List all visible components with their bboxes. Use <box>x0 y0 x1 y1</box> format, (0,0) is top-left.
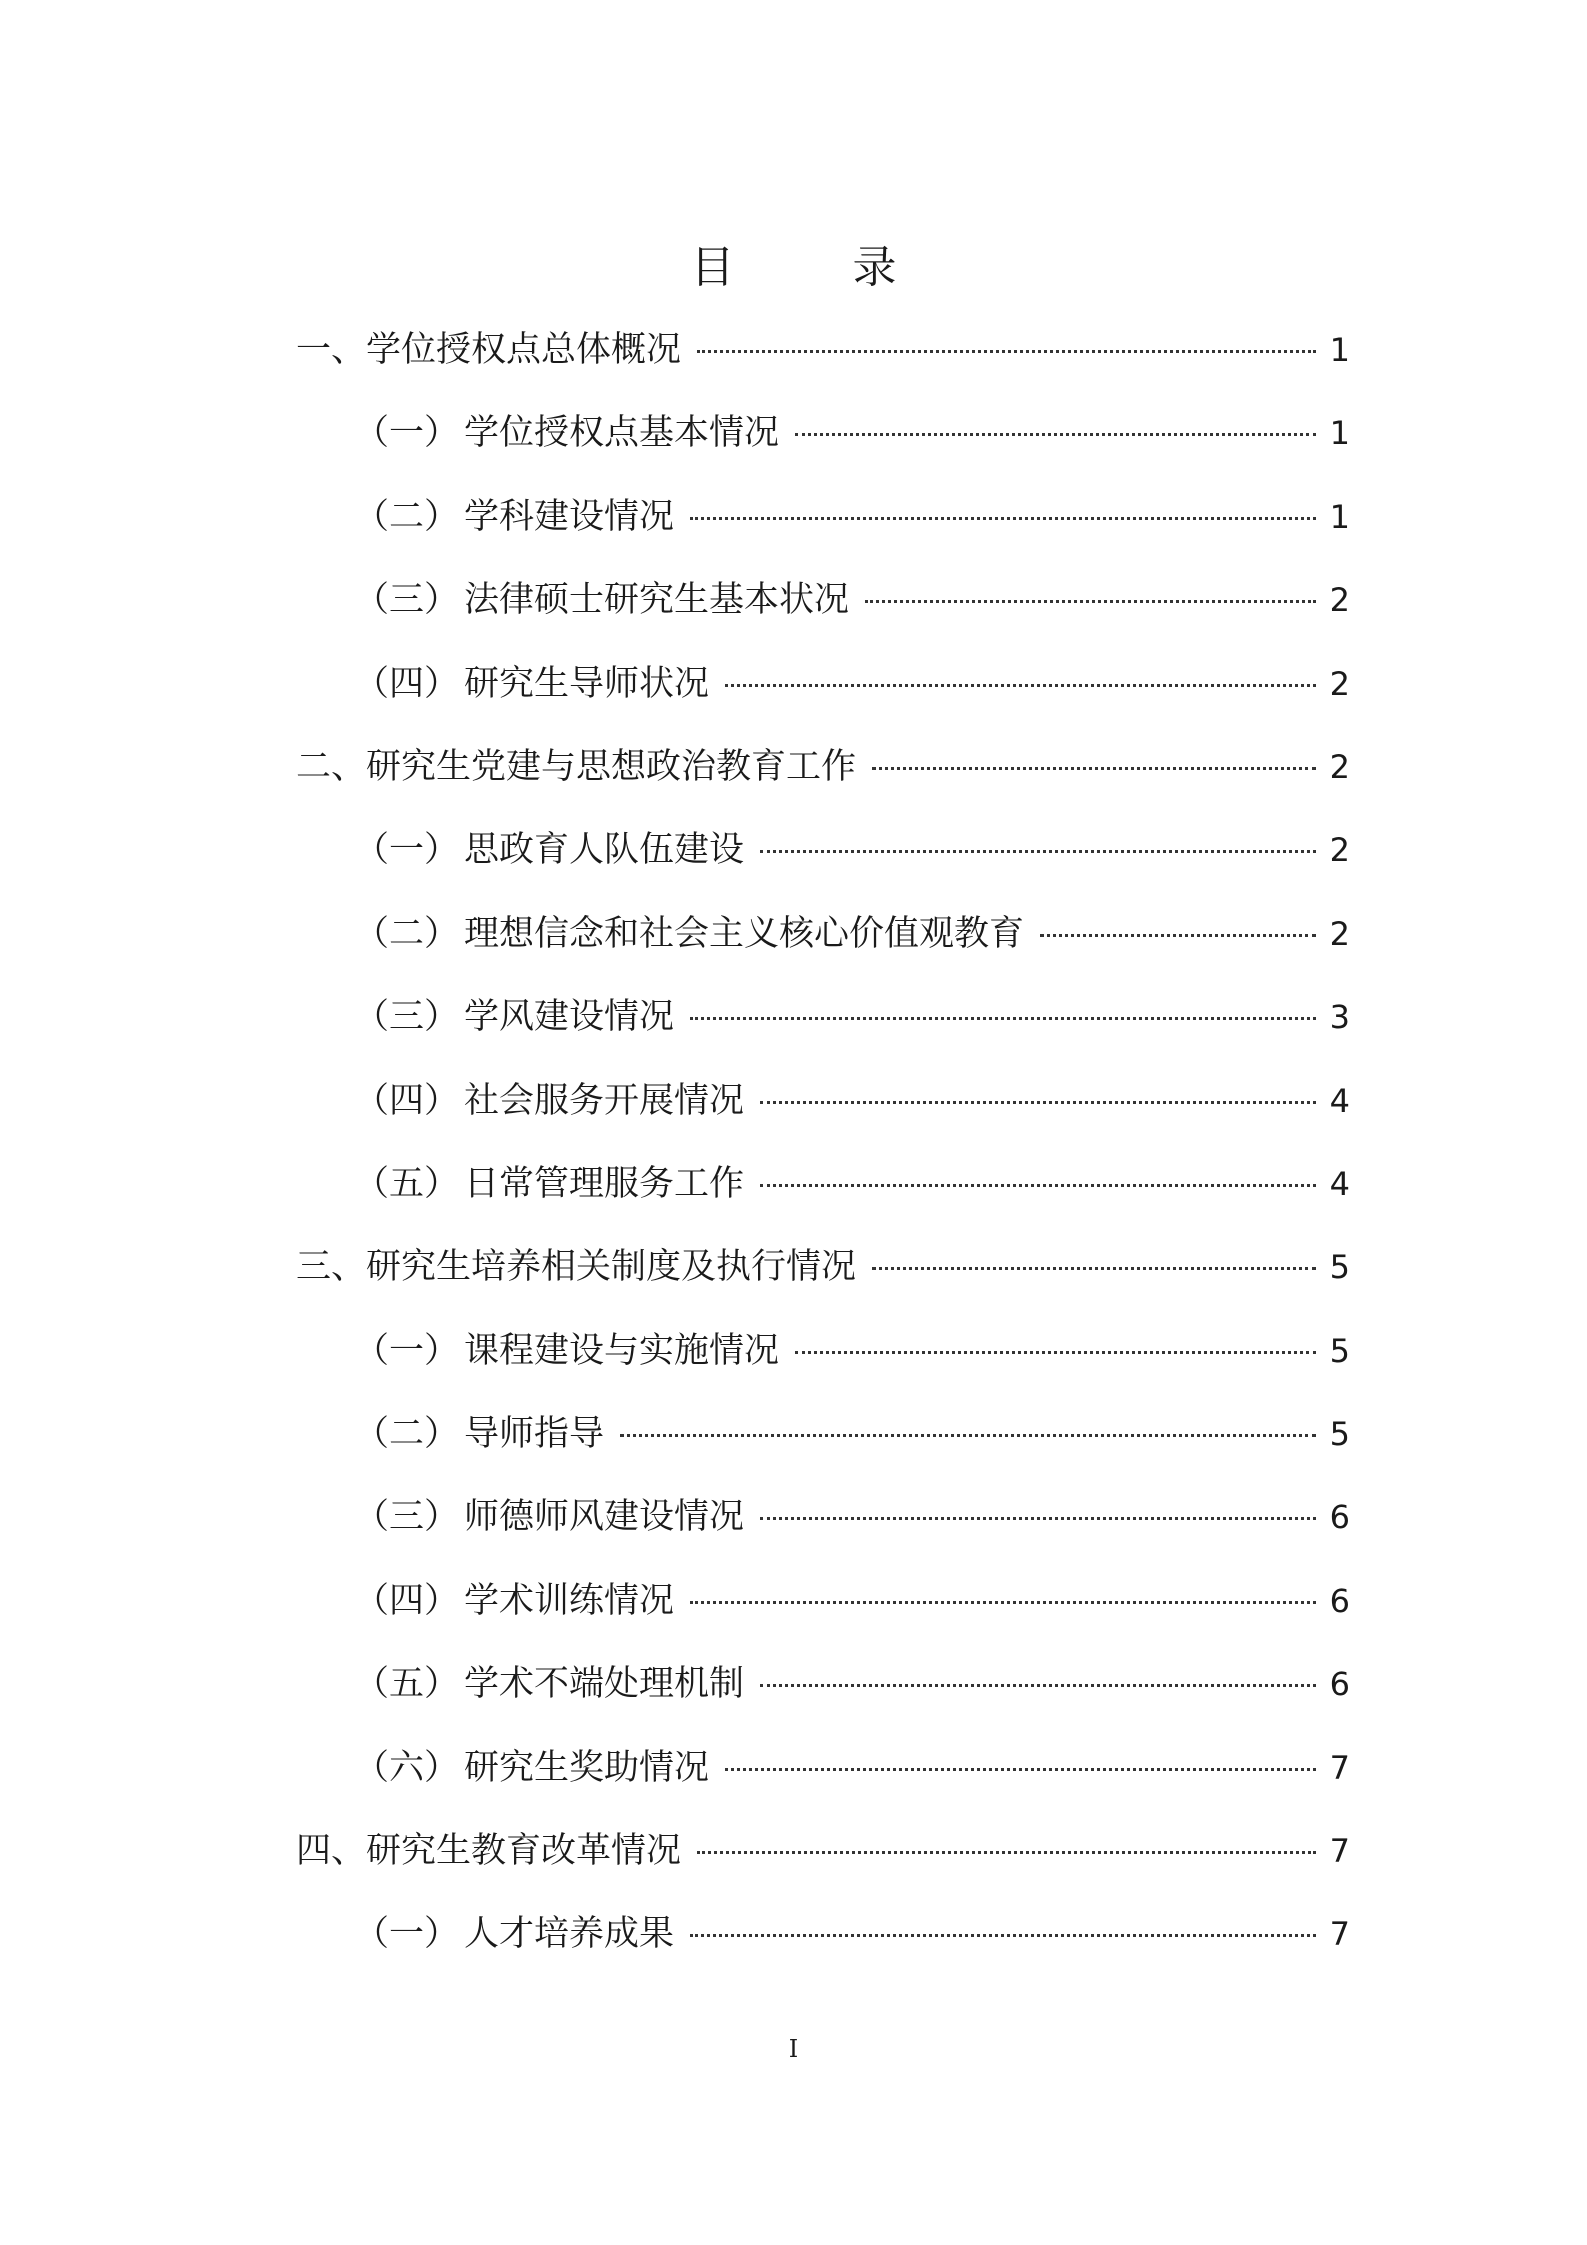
toc-entry-label <box>296 1571 674 1631</box>
dot-leader <box>760 1184 1316 1187</box>
dot-leader <box>690 1017 1316 1020</box>
dot-leader <box>690 1934 1316 1937</box>
toc-section-entry[interactable] <box>296 320 1350 403</box>
toc-entry-number: （三） <box>354 997 460 1038</box>
toc-entry-title: 师德师风建设情况 <box>464 1497 745 1538</box>
toc-subsection-entry[interactable] <box>296 1321 1350 1404</box>
toc-entry-page-number: 2 <box>1329 664 1350 703</box>
toc-subsection-entry[interactable] <box>296 987 1350 1070</box>
toc-entry-page-number: 3 <box>1329 998 1350 1037</box>
table-of-contents <box>296 320 1350 1988</box>
toc-entry-page-number: 1 <box>1329 331 1350 369</box>
toc-subsection-entry[interactable] <box>296 654 1350 737</box>
toc-entry-title: 社会服务开展情况 <box>464 1080 745 1121</box>
toc-entry-title: 人才培养成果 <box>464 1914 675 1955</box>
toc-entry-label <box>296 987 674 1047</box>
toc-entry-label <box>296 654 709 714</box>
toc-entry-label <box>296 904 1024 964</box>
toc-section-entry[interactable] <box>296 737 1350 820</box>
dot-leader <box>690 1601 1316 1604</box>
dot-leader <box>760 1517 1316 1520</box>
toc-entry-page-number: 4 <box>1329 1164 1350 1203</box>
toc-entry-title: 研究生导师状况 <box>464 663 710 704</box>
toc-subsection-entry[interactable] <box>296 1654 1350 1737</box>
toc-entry-label <box>296 1738 709 1798</box>
toc-subsection-entry[interactable] <box>296 403 1350 486</box>
toc-entry-title: 学风建设情况 <box>464 997 675 1038</box>
toc-subsection-entry[interactable] <box>296 487 1350 570</box>
toc-subsection-entry[interactable] <box>296 570 1350 653</box>
toc-subsection-entry[interactable] <box>296 1154 1350 1237</box>
toc-entry-title: 学位授权点总体概况 <box>366 330 682 370</box>
dot-leader <box>760 1101 1316 1104</box>
toc-entry-page-number: 1 <box>1329 497 1350 536</box>
toc-entry-label <box>296 1404 604 1464</box>
toc-section-entry[interactable] <box>296 1237 1350 1320</box>
toc-entry-page-number: 6 <box>1329 1665 1350 1704</box>
toc-entry-title: 理想信念和社会主义核心价值观教育 <box>464 913 1025 954</box>
toc-entry-page-number: 6 <box>1329 1581 1350 1620</box>
toc-subsection-entry[interactable] <box>296 820 1350 903</box>
toc-entry-number: （三） <box>354 1497 460 1538</box>
dot-leader <box>690 517 1316 520</box>
dot-leader <box>697 1851 1316 1854</box>
dot-leader <box>872 767 1316 770</box>
toc-entry-label <box>296 1237 856 1297</box>
toc-entry-label <box>296 737 856 797</box>
toc-entry-label <box>296 820 744 880</box>
dot-leader <box>725 684 1316 687</box>
toc-entry-title: 研究生党建与思想政治教育工作 <box>366 746 857 787</box>
toc-entry-title: 研究生奖助情况 <box>464 1747 710 1788</box>
toc-entry-label <box>296 1821 681 1881</box>
page-number: I <box>788 2035 799 2063</box>
toc-entry-label <box>296 1321 779 1381</box>
toc-entry-label <box>296 570 849 630</box>
toc-entry-title: 学术不端处理机制 <box>464 1664 745 1705</box>
toc-entry-number: （二） <box>354 1414 460 1455</box>
toc-entry-number: （四） <box>354 663 460 704</box>
toc-entry-title: 思政育人队伍建设 <box>464 830 745 871</box>
toc-entry-page-number: 2 <box>1329 831 1350 870</box>
toc-subsection-entry[interactable] <box>296 1404 1350 1487</box>
toc-entry-title: 研究生教育改革情况 <box>366 1831 682 1872</box>
toc-entry-number: 二、 <box>296 746 367 787</box>
toc-entry-page-number: 2 <box>1329 581 1350 620</box>
dot-leader <box>760 1684 1316 1687</box>
dot-leader <box>620 1434 1316 1437</box>
toc-entry-label <box>296 320 681 380</box>
toc-subsection-entry[interactable] <box>296 1487 1350 1570</box>
toc-entry-title: 法律硕士研究生基本状况 <box>464 580 850 621</box>
toc-entry-page-number: 7 <box>1329 1748 1350 1787</box>
toc-entry-number: （四） <box>354 1080 460 1121</box>
toc-entry-page-number: 2 <box>1329 914 1350 953</box>
toc-subsection-entry[interactable] <box>296 1904 1350 1987</box>
toc-entry-label <box>296 487 674 547</box>
dot-leader <box>865 600 1316 603</box>
toc-entry-title: 研究生培养相关制度及执行情况 <box>366 1247 857 1288</box>
toc-entry-page-number: 5 <box>1329 1415 1350 1454</box>
toc-entry-number: 一、 <box>296 330 367 370</box>
toc-subsection-entry[interactable] <box>296 1071 1350 1154</box>
toc-entry-label <box>296 1071 744 1131</box>
dot-leader <box>697 350 1316 353</box>
toc-entry-title: 日常管理服务工作 <box>464 1163 745 1204</box>
toc-entry-number: （四） <box>354 1580 460 1621</box>
toc-entry-title: 学术训练情况 <box>464 1580 675 1621</box>
dot-leader <box>1040 934 1316 937</box>
dot-leader <box>795 433 1316 436</box>
toc-subsection-entry[interactable] <box>296 1571 1350 1654</box>
toc-entry-number: （五） <box>354 1163 460 1204</box>
toc-entry-number: （二） <box>354 496 460 537</box>
toc-entry-number: （六） <box>354 1747 460 1788</box>
toc-entry-page-number: 7 <box>1329 1832 1350 1871</box>
dot-leader <box>760 850 1316 853</box>
toc-entry-page-number: 5 <box>1329 1248 1350 1287</box>
toc-entry-page-number: 5 <box>1329 1331 1350 1370</box>
toc-entry-number: （一） <box>354 830 460 871</box>
toc-entry-page-number: 6 <box>1329 1498 1350 1537</box>
toc-entry-title: 学位授权点基本情况 <box>464 413 780 454</box>
toc-entry-number: （一） <box>354 1330 460 1371</box>
toc-entry-number: （一） <box>354 413 460 454</box>
toc-entry-number: （二） <box>354 913 460 954</box>
toc-entry-number: （三） <box>354 580 460 621</box>
toc-entry-page-number: 4 <box>1329 1081 1350 1120</box>
toc-entry-label <box>296 1654 744 1714</box>
toc-section-entry[interactable] <box>296 1821 1350 1904</box>
toc-entry-number: （一） <box>354 1914 460 1955</box>
toc-entry-number: 三、 <box>296 1247 367 1288</box>
toc-entry-number: 四、 <box>296 1831 367 1872</box>
toc-entry-page-number: 7 <box>1329 1915 1350 1954</box>
toc-entry-page-number: 1 <box>1329 414 1350 453</box>
toc-entry-label <box>296 1487 744 1547</box>
toc-entry-title: 课程建设与实施情况 <box>464 1330 780 1371</box>
toc-entry-label <box>296 1904 674 1964</box>
toc-entry-page-number: 2 <box>1329 747 1350 786</box>
toc-entry-label <box>296 1154 744 1214</box>
dot-leader <box>795 1351 1316 1354</box>
toc-entry-title: 学科建设情况 <box>464 496 675 537</box>
dot-leader <box>872 1267 1316 1270</box>
toc-entry-label <box>296 403 779 463</box>
toc-entry-number: （五） <box>354 1664 460 1705</box>
toc-entry-title: 导师指导 <box>464 1414 605 1455</box>
dot-leader <box>725 1768 1316 1771</box>
toc-subsection-entry[interactable] <box>296 904 1350 987</box>
page-title: 目 录 <box>690 242 949 293</box>
toc-subsection-entry[interactable] <box>296 1738 1350 1821</box>
